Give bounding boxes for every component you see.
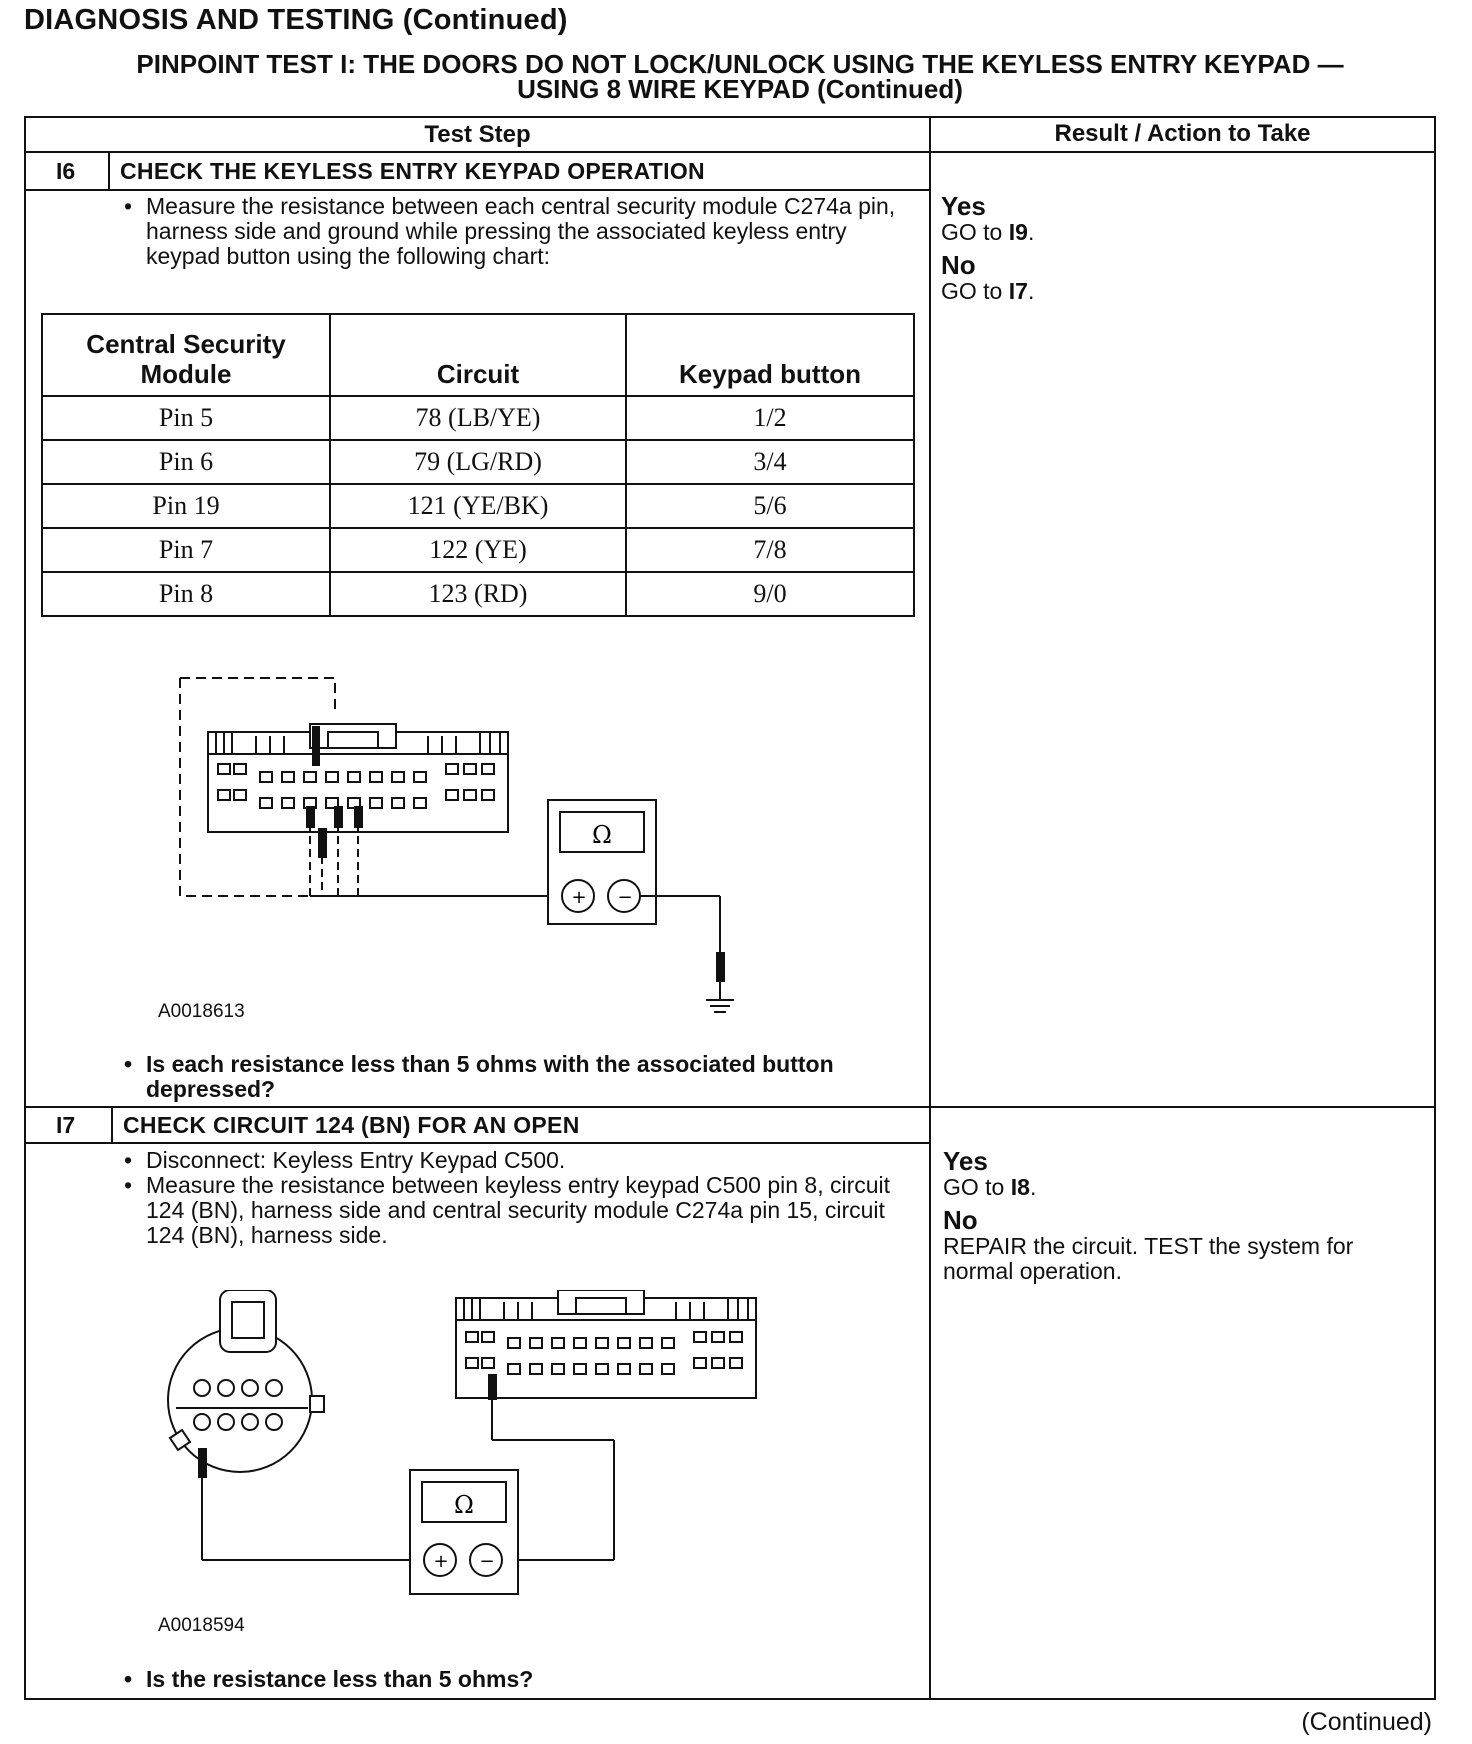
i7-id-divider bbox=[111, 1107, 113, 1143]
i6-title-bottom bbox=[24, 189, 930, 191]
header-result: Result / Action to Take bbox=[1054, 120, 1311, 147]
page-title: DIAGNOSIS AND TESTING (Continued) bbox=[24, 4, 568, 36]
ohm-symbol-i6: Ω bbox=[592, 821, 612, 849]
pinpoint-test-title bbox=[40, 49, 1440, 104]
table-cell-button: 5/6 bbox=[626, 484, 914, 528]
i7-wiring-diagram bbox=[160, 1290, 780, 1610]
i6-step-id: I6 bbox=[56, 158, 76, 184]
pin-table-header-row bbox=[42, 314, 914, 396]
i7-separator bbox=[24, 1106, 1436, 1108]
ohm-symbol-i7: Ω bbox=[454, 1491, 474, 1519]
table-cell-button: 3/4 bbox=[626, 440, 914, 484]
svg-text:−: − bbox=[617, 887, 633, 908]
column-divider bbox=[929, 116, 931, 1700]
i6-bullet-1: • Measure the resistance between each central security module C274a pin, harness side and ground while pressing the associated keyless entry keypad button using the following chart: bbox=[110, 194, 910, 269]
i6-wiring-diagram bbox=[160, 660, 760, 1020]
table-row bbox=[42, 528, 914, 572]
table-row bbox=[42, 396, 914, 440]
i6-no-label: No bbox=[941, 250, 976, 280]
i6-figure-id: A0018613 bbox=[158, 1001, 245, 1022]
i6-result bbox=[941, 192, 1421, 304]
table-cell-pin: Pin 6 bbox=[42, 440, 330, 484]
i7-title-bottom bbox=[24, 1142, 930, 1144]
i6-question: • Is each resistance less than 5 ohms with the associated button depressed? bbox=[110, 1052, 910, 1102]
svg-text:−: − bbox=[479, 1551, 495, 1572]
i7-bullet-2: • Measure the resistance between keyless entry keypad C500 pin 8, circuit 124 (BN), harness side and central security module C274a pin 15, circuit 124 (BN), harness side. bbox=[110, 1173, 900, 1248]
table-cell-pin: Pin 5 bbox=[42, 396, 330, 440]
i6-question-text: Is each resistance less than 5 ohms with the associated button depressed? bbox=[146, 1051, 834, 1102]
i7-bullet-2-text: Measure the resistance between keyless entry keypad C500 pin 8, circuit 124 (BN), harness side and central security module C274a pin 15, circuit 124 (BN), harness side. bbox=[146, 1172, 891, 1248]
table-cell-circuit: 121 (YE/BK) bbox=[330, 484, 626, 528]
table-row bbox=[42, 484, 914, 528]
i6-yes-action: GO to I9. bbox=[941, 219, 1035, 245]
pinpoint-title-line1: PINPOINT TEST I: THE DOORS DO NOT LOCK/UNLOCK USING THE KEYLESS ENTRY KEYPAD — bbox=[136, 49, 1344, 79]
i7-bullets bbox=[110, 1148, 900, 1248]
table-row bbox=[42, 572, 914, 616]
header-divider bbox=[24, 151, 1436, 153]
i7-no-label: No bbox=[943, 1205, 978, 1235]
table-cell-circuit: 78 (LB/YE) bbox=[330, 396, 626, 440]
table-cell-button: 9/0 bbox=[626, 572, 914, 616]
i7-question-text: Is the resistance less than 5 ohms? bbox=[146, 1666, 534, 1692]
i6-step-title: CHECK THE KEYLESS ENTRY KEYPAD OPERATION bbox=[120, 158, 705, 184]
frame-right bbox=[1434, 116, 1436, 1700]
i6-yes-label: Yes bbox=[941, 191, 986, 221]
i7-bullet-1-text: Disconnect: Keyless Entry Keypad C500. bbox=[146, 1147, 566, 1173]
i7-bullet-1: • Disconnect: Keyless Entry Keypad C500. bbox=[123, 1147, 566, 1173]
i7-question: • Is the resistance less than 5 ohms? bbox=[123, 1666, 534, 1692]
pin-table-header-button: Keypad button bbox=[626, 314, 914, 396]
table-cell-pin: Pin 8 bbox=[42, 572, 330, 616]
i7-step-title: CHECK CIRCUIT 124 (BN) FOR AN OPEN bbox=[123, 1112, 580, 1138]
i7-yes-label: Yes bbox=[943, 1146, 988, 1176]
i7-yes-action: GO to I8. bbox=[943, 1174, 1037, 1200]
table-row bbox=[42, 440, 914, 484]
table-cell-circuit: 79 (LG/RD) bbox=[330, 440, 626, 484]
table-cell-pin: Pin 19 bbox=[42, 484, 330, 528]
i7-figure-id: A0018594 bbox=[158, 1615, 245, 1636]
frame-top bbox=[24, 116, 1436, 118]
i6-id-divider bbox=[108, 152, 110, 190]
pin-table bbox=[41, 313, 915, 617]
pin-table-header-circuit: Circuit bbox=[330, 314, 626, 396]
frame-left bbox=[24, 116, 26, 1700]
module-dashed-outline bbox=[180, 678, 335, 710]
i7-step-id: I7 bbox=[56, 1112, 76, 1138]
pinpoint-title-line2: USING 8 WIRE KEYPAD (Continued) bbox=[517, 74, 963, 104]
svg-text:+: + bbox=[571, 887, 587, 908]
i7-no-action: REPAIR the circuit. TEST the system for normal operation. bbox=[943, 1233, 1354, 1284]
continued-label: (Continued) bbox=[1301, 1708, 1432, 1736]
i6-no-action: GO to I7. bbox=[941, 278, 1035, 304]
table-cell-button: 1/2 bbox=[626, 396, 914, 440]
frame-bottom bbox=[24, 1698, 1436, 1700]
svg-text:+: + bbox=[433, 1551, 449, 1572]
pin-table-header-module: Central Security Module bbox=[42, 314, 330, 396]
i6-bullet-1-text: Measure the resistance between each central security module C274a pin, harness side and ground while pressing the associated keyless entry keypad button using the following chart: bbox=[146, 193, 896, 269]
i7-result bbox=[943, 1147, 1423, 1284]
table-cell-button: 7/8 bbox=[626, 528, 914, 572]
table-cell-pin: Pin 7 bbox=[42, 528, 330, 572]
header-test-step: Test Step bbox=[424, 121, 531, 148]
table-cell-circuit: 122 (YE) bbox=[330, 528, 626, 572]
table-cell-circuit: 123 (RD) bbox=[330, 572, 626, 616]
